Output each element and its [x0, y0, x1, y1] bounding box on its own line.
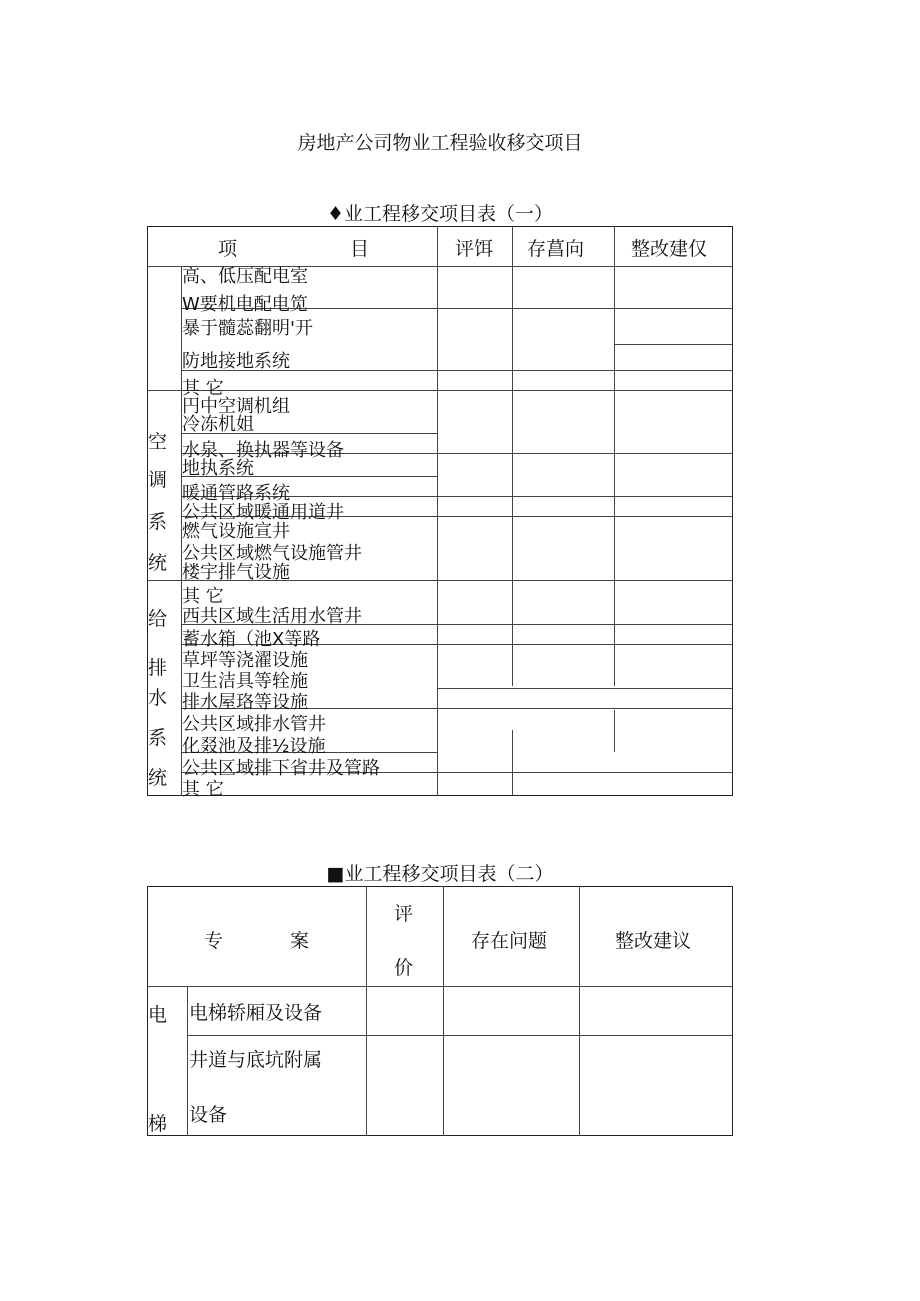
- table2-header-divider: [147, 986, 733, 987]
- table1-item: 高、低压配电室: [182, 266, 308, 287]
- table1-item: 冷冻机姐: [182, 414, 254, 435]
- table1-section-divider: [147, 580, 181, 581]
- table1-item: 其 它: [182, 779, 224, 800]
- table1-row-line: [437, 688, 733, 689]
- table1-col-divider: [512, 730, 513, 796]
- table1-item: 卫生洁具等辁施: [182, 671, 308, 692]
- table2-group-char: 梯: [148, 1113, 168, 1135]
- table2-col-divider: [443, 886, 444, 1136]
- table1-row-line: [614, 344, 733, 345]
- table1-section-divider: [147, 390, 733, 391]
- table1-item: 其 它: [182, 378, 224, 399]
- table2-header-item-a: 专: [204, 930, 224, 952]
- table1-item: 排水屋珞等设施: [182, 692, 308, 713]
- table1-header-issues: 存菖向: [527, 238, 585, 260]
- table1-item: 防地接地系统: [182, 351, 290, 372]
- table1-col-divider: [512, 226, 513, 266]
- table1-item: 地执系统: [182, 458, 254, 479]
- table2-row-line: [187, 1035, 733, 1036]
- table1-item: 西共区域生活用水管井: [182, 606, 362, 627]
- table1-col-divider: [437, 226, 438, 796]
- group-hvac-char: 统: [148, 552, 168, 574]
- table2-header-item-b: 案: [290, 930, 310, 952]
- table1-item: 化叕池及排½设施: [182, 736, 326, 757]
- table1-item: 暴于髓蕊翻明'开: [182, 318, 313, 339]
- table1-header-item-b: 目: [350, 238, 370, 260]
- table1-item: 公共区域暖通用道井: [182, 502, 344, 523]
- group-water-char: 系: [148, 727, 168, 749]
- table2-col-divider: [366, 886, 367, 1136]
- table1-item: 水泉、换执器等设备: [182, 440, 344, 461]
- table1-item: 円中空调机组: [182, 396, 290, 417]
- table1-item: 暖通管路系统: [182, 483, 290, 504]
- table2-item: 设备: [189, 1104, 228, 1126]
- table1-title: ♦业工程移交项目表（一）: [326, 203, 554, 225]
- table2-header-issues: 存在问题: [471, 930, 548, 952]
- group-water-char: 水: [148, 687, 168, 709]
- table1-item: 其 它: [182, 586, 224, 607]
- table1-item: 蓄水箱（池X等路: [182, 629, 321, 650]
- table1-item: 草坪等浇濯设施: [182, 650, 308, 671]
- table2-header-rating-b: 价: [394, 957, 414, 979]
- table2-title: ■业工程移交项目表（二）: [326, 863, 554, 885]
- table2-item: 井道与底坑附属: [189, 1049, 323, 1071]
- group-water-char: 统: [148, 767, 168, 789]
- group-water-char: 排: [148, 657, 168, 679]
- table2-group-char: 电: [148, 1004, 168, 1026]
- table1-header-suggestion: 整改建仅: [631, 238, 708, 260]
- table1-col-divider: [512, 266, 513, 686]
- table2-item: 电梯轿厢及设备: [189, 1002, 323, 1024]
- page-title: 房地产公司物业工程验收移交项目: [297, 132, 583, 154]
- table1-header-item-a: 项: [218, 238, 238, 260]
- table1-item: 公共区域排水管井: [182, 714, 326, 735]
- table1-item: W要机电配电笕: [182, 294, 308, 315]
- table1-item: 燃气设施宣井: [182, 521, 290, 542]
- table2-header-suggestion: 整改建议: [615, 930, 692, 952]
- table1-header-rating: 评饵: [455, 238, 494, 260]
- group-hvac-char: 空: [148, 431, 168, 453]
- group-hvac-char: 系: [148, 511, 168, 533]
- table2-group-divider: [187, 986, 188, 1136]
- table1-col-divider: [614, 266, 615, 686]
- table2-header-rating-a: 评: [394, 903, 414, 925]
- table1-col-divider: [614, 226, 615, 266]
- table1-item: 楼宇排气设施: [182, 562, 290, 583]
- group-hvac-char: 调: [148, 469, 168, 491]
- table1-item: 公共区域排下省井及管路: [182, 758, 380, 779]
- table1-item: 公共区域燃气设施管井: [182, 543, 362, 564]
- group-water-char: 给: [148, 608, 168, 630]
- table1-col-divider: [614, 710, 615, 752]
- table2-col-divider: [579, 886, 580, 1136]
